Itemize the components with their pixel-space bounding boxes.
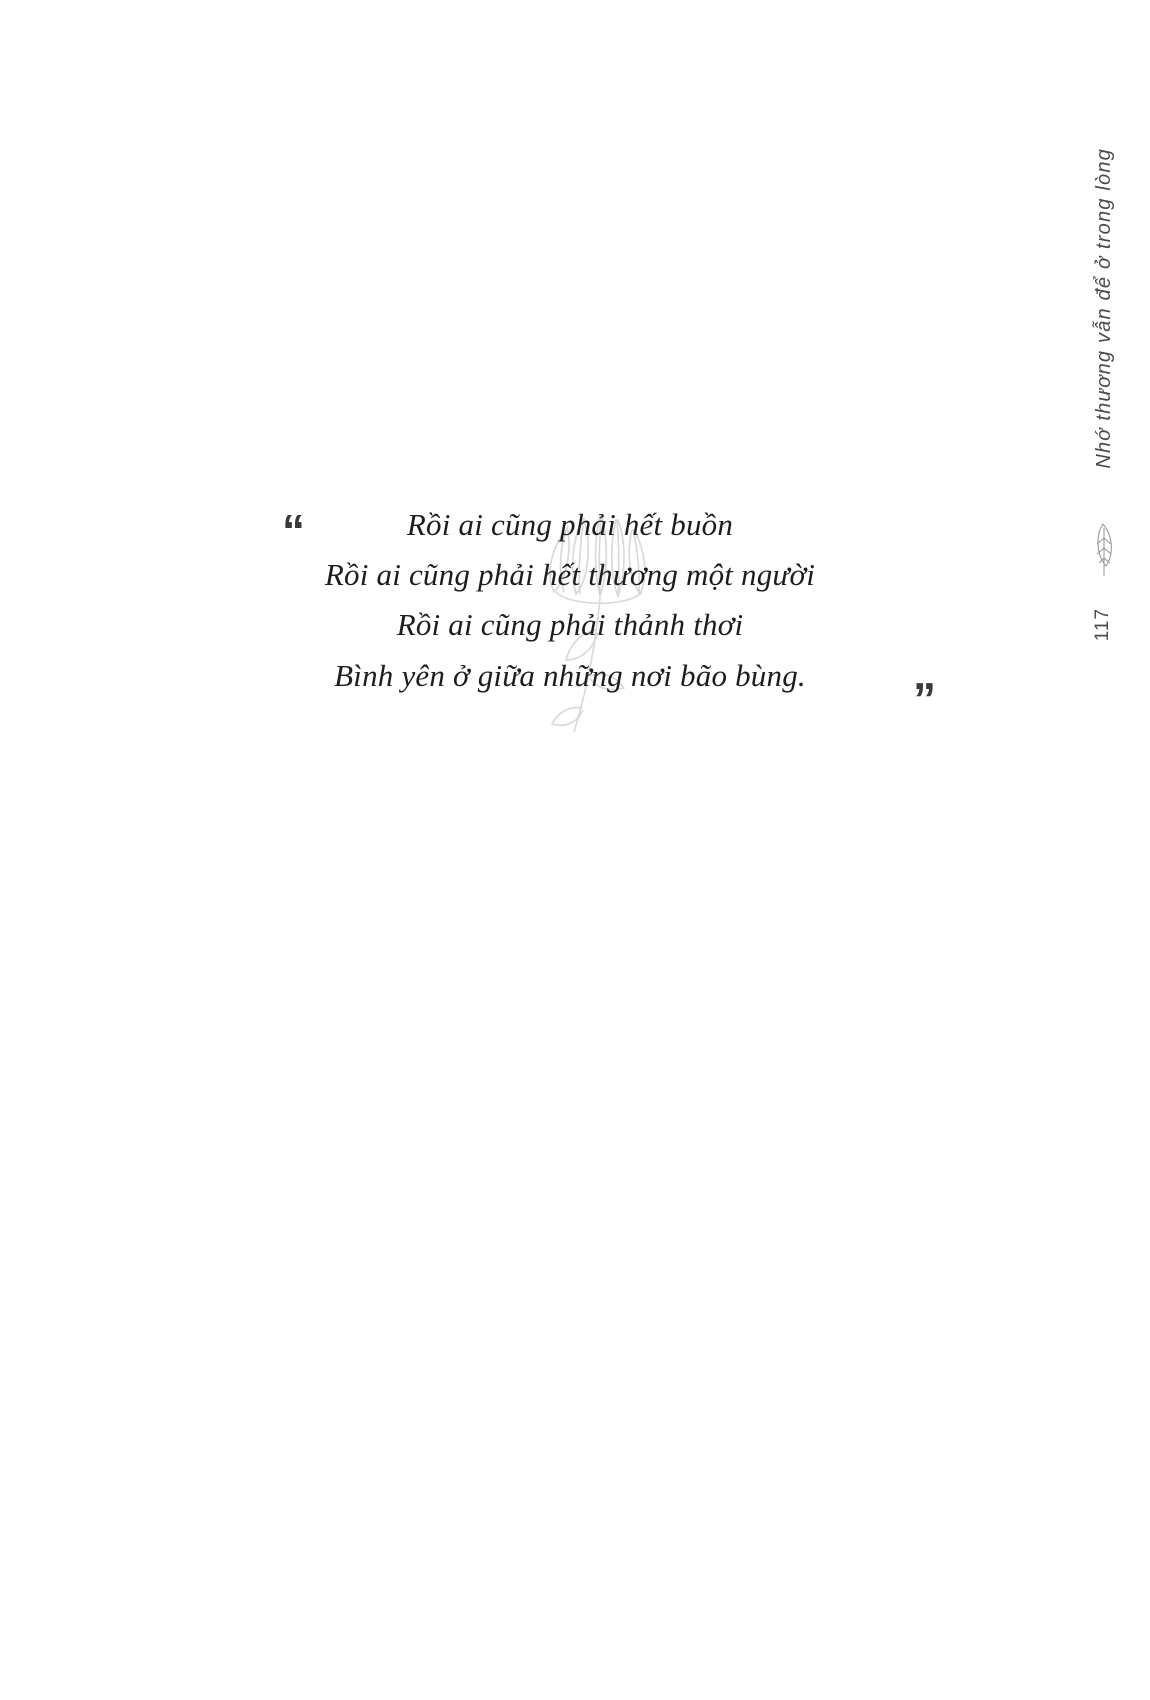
- quote-block: [210, 500, 936, 725]
- quote-line: Rồi ai cũng phải hết thương một người: [324, 557, 816, 593]
- leaf-icon: [1086, 518, 1120, 580]
- running-head: Nhớ thương vẫn để ở trong lòng: [1093, 148, 1115, 469]
- quote-open-mark: “: [282, 505, 305, 557]
- quote-text: [210, 500, 930, 701]
- quote-line: Rồi ai cũng phải thảnh thơi: [396, 607, 744, 643]
- quote-close-mark: ”: [913, 673, 936, 725]
- page-number: 117: [1092, 608, 1113, 642]
- quote-line: Bình yên ở giữa những nơi bão bùng.: [334, 657, 806, 693]
- quote-line: Rồi ai cũng phải hết buồn: [406, 507, 734, 542]
